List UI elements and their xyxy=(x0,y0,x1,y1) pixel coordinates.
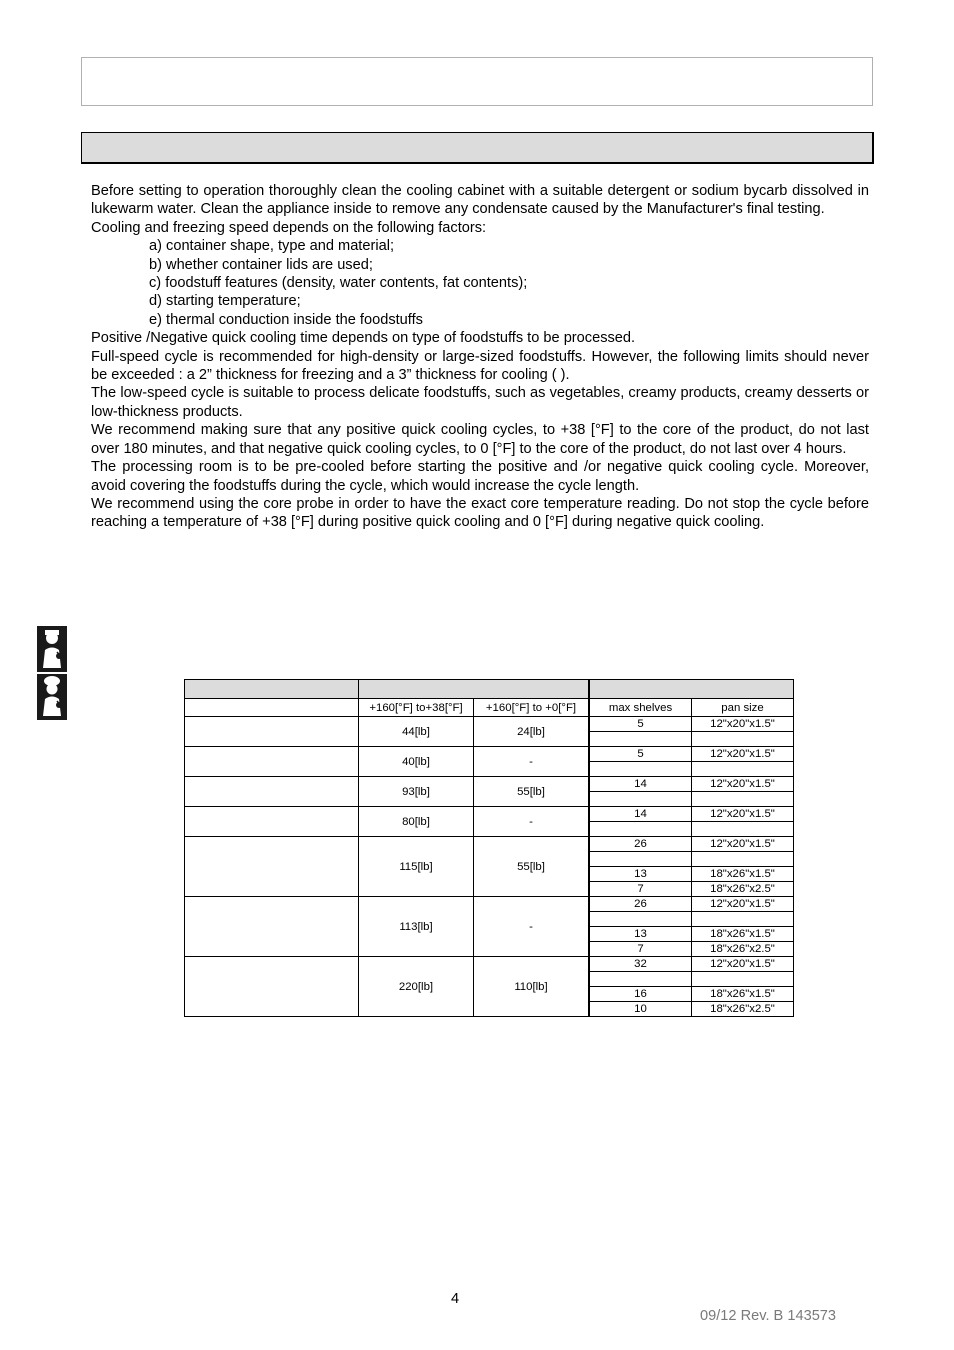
pan-cell: 18"x26"x2.5" xyxy=(692,1002,794,1017)
pan-cell: 12"x20"x1.5" xyxy=(692,777,794,792)
capacity-table xyxy=(184,679,794,1017)
header-cell xyxy=(185,680,359,699)
cooling-cell: 220[lb] xyxy=(359,957,474,1017)
freezing-cell: - xyxy=(474,897,590,957)
shelves-cell: 13 xyxy=(589,867,692,882)
table-row xyxy=(185,957,794,972)
model-cell xyxy=(185,717,359,747)
paragraph-core-probe: We recommend using the core probe in order to have the exact core temperature reading. Do not stop the cycle before reaching a temperature of +38 [°F] during positive quick cooling and 0 [°F] during negative quick cooling. xyxy=(91,495,869,531)
model-cell xyxy=(185,897,359,957)
pan-cell xyxy=(692,732,794,747)
shelves-cell: 14 xyxy=(589,777,692,792)
factor-item: d) starting temperature; xyxy=(149,293,301,310)
pan-cell: 12"x20"x1.5" xyxy=(692,897,794,912)
factor-item: e) thermal conduction inside the foodstuffs xyxy=(149,311,423,328)
pan-header: pan size xyxy=(692,699,794,717)
table-row xyxy=(185,897,794,912)
shelves-cell: 7 xyxy=(589,942,692,957)
pan-cell xyxy=(692,792,794,807)
paragraph-cleaning: Before setting to operation thoroughly clean the cooling cabinet with a suitable detergent or sodium bycarb dissolved in lukewarm water. Clean the appliance inside to remove any condensate caused by the Manufacturer's final testing. xyxy=(91,183,869,218)
header-cell xyxy=(589,680,794,699)
cooling-cell: 80[lb] xyxy=(359,807,474,837)
shelves-cell: 16 xyxy=(589,987,692,1002)
side-icons xyxy=(37,626,67,722)
factor-item: b) whether container lids are used; xyxy=(149,256,373,273)
freezing-cell: 110[lb] xyxy=(474,957,590,1017)
shelves-cell: 10 xyxy=(589,1002,692,1017)
paragraph-full-speed: Full-speed cycle is recommended for high-density or large-sized foodstuffs. However, the following limits should never be exceeded : a 2” thickness for freezing and a 3” thickness for cooling ( ). xyxy=(91,348,869,384)
model-cell xyxy=(185,837,359,897)
shelves-cell xyxy=(589,972,692,987)
shelves-cell: 14 xyxy=(589,807,692,822)
shelves-cell xyxy=(589,762,692,777)
shelves-cell xyxy=(589,732,692,747)
revision-code: 09/12 Rev. B 143573 xyxy=(700,1308,837,1324)
section-title-bar xyxy=(81,132,874,164)
cooling-cell: 93[lb] xyxy=(359,777,474,807)
pan-cell: 18"x26"x2.5" xyxy=(692,942,794,957)
pan-cell xyxy=(692,822,794,837)
shelves-cell: 13 xyxy=(589,927,692,942)
freezing-cell: 55[lb] xyxy=(474,837,590,897)
pan-cell: 18"x26"x1.5" xyxy=(692,987,794,1002)
pan-cell: 18"x26"x1.5" xyxy=(692,867,794,882)
pan-cell: 12"x20"x1.5" xyxy=(692,717,794,732)
factor-item: c) foodstuff features (density, water contents, fat contents); xyxy=(149,275,528,292)
freezing-cell: 24[lb] xyxy=(474,717,590,747)
shelves-header: max shelves xyxy=(589,699,692,717)
page-number: 4 xyxy=(450,1291,460,1307)
header-cell xyxy=(185,699,359,717)
instructions-text xyxy=(91,182,869,532)
shelves-cell: 26 xyxy=(589,897,692,912)
shelves-cell: 32 xyxy=(589,957,692,972)
cooling-cell: 113[lb] xyxy=(359,897,474,957)
pan-cell xyxy=(692,762,794,777)
freezing-header: +160[°F] to +0[°F] xyxy=(474,699,590,717)
cooling-cell: 44[lb] xyxy=(359,717,474,747)
table-row xyxy=(185,837,794,852)
shelves-cell xyxy=(589,912,692,927)
shelves-cell: 5 xyxy=(589,747,692,762)
paragraph-pre-cool: The processing room is to be pre-cooled before starting the positive and /or negative quick cooling cycle. Moreover, avoid covering the foodstuffs during the cycle, which would increase the cycle length. xyxy=(91,459,869,494)
model-cell xyxy=(185,777,359,807)
freezing-cell: - xyxy=(474,807,590,837)
pan-cell xyxy=(692,972,794,987)
pan-cell: 12"x20"x1.5" xyxy=(692,957,794,972)
freezing-cell: 55[lb] xyxy=(474,777,590,807)
cooling-cell: 115[lb] xyxy=(359,837,474,897)
pan-cell: 12"x20"x1.5" xyxy=(692,837,794,852)
table-row xyxy=(185,747,794,762)
paragraph-low-speed: The low-speed cycle is suitable to process delicate foodstuffs, such as vegetables, creamy products, creamy desserts or low-thickness products. xyxy=(91,385,869,420)
paragraph-factors-intro: Cooling and freezing speed depends on the following factors: xyxy=(91,219,487,236)
pan-cell: 12"x20"x1.5" xyxy=(692,807,794,822)
pan-cell xyxy=(692,912,794,927)
shelves-cell: 5 xyxy=(589,717,692,732)
paragraph-cooling-time: Positive /Negative quick cooling time depends on type of foodstuffs to be processed. xyxy=(91,330,636,347)
cooling-header: +160[°F] to+38[°F] xyxy=(359,699,474,717)
model-cell xyxy=(185,957,359,1017)
pan-cell xyxy=(692,852,794,867)
table-subheader-row xyxy=(185,699,794,717)
paragraph-recommendation: We recommend making sure that any positive quick cooling cycles, to +38 [°F] to the core of the product, do not last over 180 minutes, and that negative quick cooling cycles, to 0 [°F] to the core of the product, do not last over 4 hours. xyxy=(91,422,869,457)
shelves-cell xyxy=(589,792,692,807)
table-row xyxy=(185,777,794,792)
shelves-cell: 26 xyxy=(589,837,692,852)
cooling-cell: 40[lb] xyxy=(359,747,474,777)
operator-icon xyxy=(37,626,67,672)
freezing-cell: - xyxy=(474,747,590,777)
factor-item: a) container shape, type and material; xyxy=(149,238,394,255)
pan-cell: 12"x20"x1.5" xyxy=(692,747,794,762)
table-row xyxy=(185,717,794,732)
header-box xyxy=(81,57,873,106)
model-cell xyxy=(185,747,359,777)
shelves-cell xyxy=(589,852,692,867)
chef-icon xyxy=(37,674,67,720)
pan-cell: 18"x26"x1.5" xyxy=(692,927,794,942)
shelves-cell xyxy=(589,822,692,837)
header-cell xyxy=(359,680,590,699)
table-row xyxy=(185,807,794,822)
model-cell xyxy=(185,807,359,837)
shelves-cell: 7 xyxy=(589,882,692,897)
pan-cell: 18"x26"x2.5" xyxy=(692,882,794,897)
table-header-row xyxy=(185,680,794,699)
